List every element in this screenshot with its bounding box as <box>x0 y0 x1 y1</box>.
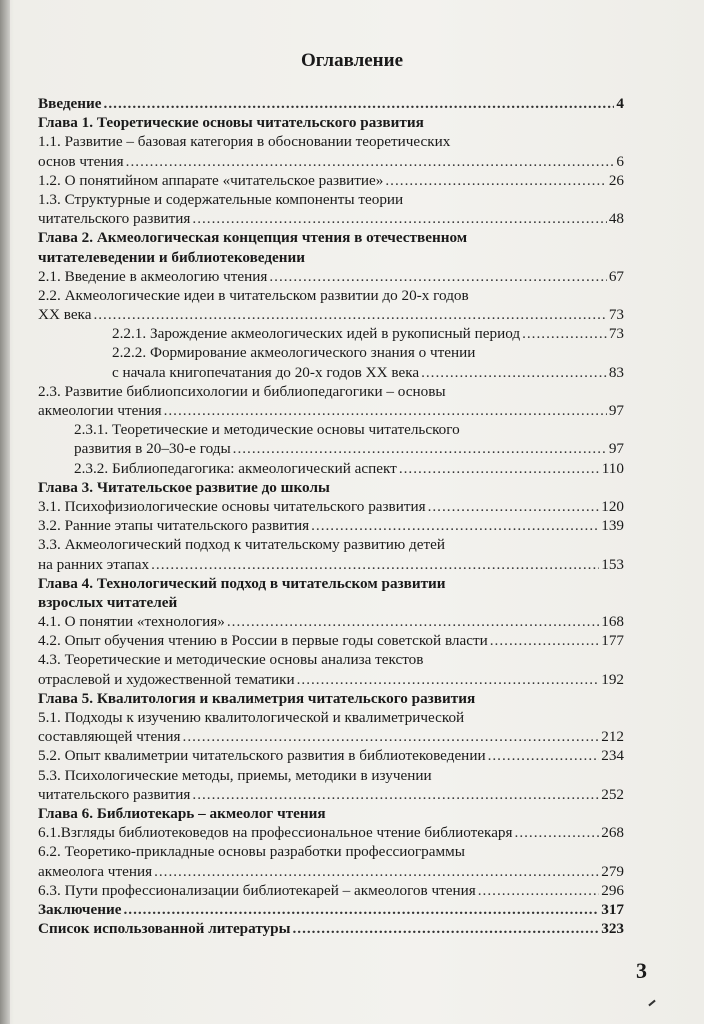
dot-leader <box>233 439 607 458</box>
pen-mark <box>648 1000 655 1007</box>
toc-entry-title: читательского развития <box>38 785 191 803</box>
dot-leader <box>192 209 606 228</box>
toc-entry-title: 6.3. Пути профессионализации библиотекарей – акмеологов чтения <box>38 881 476 899</box>
toc-entry <box>38 382 624 401</box>
dot-leader <box>192 785 599 804</box>
toc-entry-page: 26 <box>608 171 624 189</box>
toc-entry-title: Глава 1. Теоретические основы читательского развития <box>38 114 424 132</box>
toc-entry <box>38 478 624 497</box>
toc-entry-title: 4.3. Теоретические и методические основы анализа текстов <box>38 651 424 669</box>
dot-leader <box>297 670 600 689</box>
toc-entry-title: XX века <box>38 306 92 324</box>
toc-entry <box>38 766 624 785</box>
toc-entry <box>38 248 624 267</box>
toc-entry <box>38 286 624 305</box>
toc-entry-title: развития в 20–30-е годы <box>74 440 231 458</box>
dot-leader <box>104 94 615 113</box>
toc-entry-page: 296 <box>601 881 624 899</box>
toc-entry <box>38 555 624 574</box>
toc-entry <box>38 420 624 439</box>
toc-entry-title: 3.2. Ранние этапы читательского развития <box>38 517 310 535</box>
toc-entry <box>38 439 624 458</box>
toc-entry-title: 1.3. Структурные и содержательные компоненты теории <box>38 190 404 208</box>
toc-entry-title: 6.2. Теоретико-прикладные основы разработки профессиограммы <box>38 843 465 861</box>
toc-entry-title: 5.2. Опыт квалиметрии читательского развития в библиотековедении <box>38 747 486 765</box>
toc-entry-title: акмеолога чтения <box>38 862 153 880</box>
toc-entry-title: 2.3.2. Библиопедагогика: акмеологический аспект <box>74 459 397 477</box>
toc-entry-title: 1.1. Развитие – базовая категория в обосновании теоретических <box>38 133 451 151</box>
toc-entry <box>38 593 624 612</box>
page-number: 3 <box>636 958 647 983</box>
dot-leader <box>478 881 599 900</box>
toc-entry-title: 2.2. Акмеологические идеи в читательском развитии до 20-х годов <box>38 286 469 304</box>
toc-entry-title: составляющей чтения <box>38 728 181 746</box>
toc-entry <box>38 919 624 938</box>
toc-entry <box>38 516 624 535</box>
dot-leader <box>154 862 599 881</box>
dot-leader <box>126 152 615 171</box>
toc-entry-title: 5.3. Психологические методы, приемы, методики в изучении <box>38 766 432 784</box>
toc-entry-page: 177 <box>601 632 624 650</box>
toc-entry-title: 5.1. Подходы к изучению квалитологической и квалиметрической <box>38 709 465 726</box>
toc-entry-page: 139 <box>601 517 624 535</box>
toc-entry <box>38 785 624 804</box>
toc-entry <box>38 670 624 689</box>
toc-entry-title: Глава 6. Библиотекарь – акмеолог чтения <box>38 804 326 822</box>
toc-entry-page: 212 <box>601 728 624 746</box>
toc-entry <box>38 459 624 478</box>
toc-entry <box>38 881 624 900</box>
toc-entry-title: 2.3.1. Теоретические и методические основы читательского <box>74 421 460 439</box>
toc-entry <box>38 497 624 516</box>
toc-entry-page: 73 <box>608 306 624 324</box>
toc-entry-page: 153 <box>601 555 624 573</box>
dot-leader <box>227 612 599 631</box>
toc-entry-page: 168 <box>601 613 624 631</box>
toc-entry <box>38 900 624 919</box>
toc-entry <box>38 94 624 113</box>
toc-entry-title: Список использованной литературы <box>38 920 291 938</box>
toc-entry-page: 323 <box>601 920 624 938</box>
toc-entry <box>38 152 624 171</box>
toc-entry-page: 110 <box>601 459 624 477</box>
toc-entry-title: на ранних этапах <box>38 555 150 573</box>
toc-entry <box>38 804 624 823</box>
toc-entry <box>38 363 624 382</box>
toc-entry-page: 6 <box>616 152 624 170</box>
toc-entry-title: читательского развития <box>38 210 191 228</box>
toc-entry <box>38 228 624 247</box>
toc-entry <box>38 862 624 881</box>
toc-entry <box>38 842 624 861</box>
dot-leader <box>183 727 600 746</box>
toc-entry-page: 120 <box>601 497 624 515</box>
toc-entry-page: 192 <box>601 670 624 688</box>
toc-entry-page: 73 <box>608 325 624 343</box>
toc-entry-page: 234 <box>601 747 624 765</box>
toc-entry-title: 3.3. Акмеологический подход к читательскому развитию детей <box>38 536 445 554</box>
toc-entry <box>38 631 624 650</box>
toc-entry-title: Заключение <box>38 900 122 918</box>
dot-leader <box>488 746 600 765</box>
toc-entry <box>38 612 624 631</box>
dot-leader <box>311 516 599 535</box>
toc-entry <box>38 823 624 842</box>
toc-entry-title: 6.1.Взгляды библиотековедов на профессиональное чтение библиотекаря <box>38 824 513 842</box>
toc-entry-page: 97 <box>608 402 624 419</box>
toc-entry-title: 3.1. Психофизиологические основы читательского развития <box>38 497 426 515</box>
page-gutter-shadow <box>0 0 10 1024</box>
toc-entry-page: 317 <box>601 900 624 918</box>
toc-entry <box>38 727 624 746</box>
toc-entry-title: акмеологии чтения <box>38 402 162 419</box>
toc-entry <box>38 689 624 708</box>
toc-entry-title: 2.2.1. Зарождение акмеологических идей в рукописный период <box>112 325 521 343</box>
toc-entry-title: 2.1. Введение в акмеологию чтения <box>38 267 268 285</box>
toc-entry <box>38 324 624 343</box>
toc-entry-title: основ чтения <box>38 152 124 170</box>
toc-entry <box>38 267 624 286</box>
dot-leader <box>123 900 599 919</box>
toc-entry <box>38 190 624 209</box>
toc-entry <box>38 209 624 228</box>
toc-title: Оглавление <box>300 50 404 71</box>
table-of-contents <box>38 94 624 938</box>
toc-entry-page: 48 <box>608 210 624 228</box>
dot-leader <box>421 363 607 382</box>
toc-entry-title: Глава 3. Читательское развитие до школы <box>38 478 330 496</box>
toc-entry-title: читателеведении и библиотековедении <box>38 248 305 266</box>
toc-entry <box>38 746 624 765</box>
toc-entry-page: 83 <box>608 363 624 381</box>
toc-entry-title: Глава 2. Акмеологическая концепция чтения в отечественном <box>38 229 468 247</box>
toc-entry-title: 2.3. Развитие библиопсихологии и библиопедагогики – основы <box>38 382 446 400</box>
toc-entry <box>38 708 624 727</box>
dot-leader <box>385 171 606 190</box>
toc-entry-page: 97 <box>608 440 624 458</box>
toc-entry <box>38 113 624 132</box>
toc-entry <box>38 535 624 554</box>
dot-leader <box>490 631 599 650</box>
toc-entry-title: Введение <box>38 95 102 112</box>
toc-entry <box>38 401 624 420</box>
toc-entry-title: 2.2.2. Формирование акмеологического знания о чтении <box>112 344 476 362</box>
toc-entry <box>38 574 624 593</box>
toc-entry-title: Глава 4. Технологический подход в читательском развитии <box>38 574 446 592</box>
dot-leader <box>515 823 600 842</box>
dot-leader <box>164 401 607 420</box>
toc-entry-title: 4.2. Опыт обучения чтению в России в первые годы советской власти <box>38 632 488 650</box>
toc-entry <box>38 171 624 190</box>
toc-entry <box>38 343 624 362</box>
toc-entry <box>38 650 624 669</box>
toc-entry <box>38 305 624 324</box>
toc-entry-page: 279 <box>601 862 624 880</box>
toc-entry-title: взрослых читателей <box>38 593 178 611</box>
toc-entry-page: 4 <box>616 95 624 112</box>
toc-entry-page: 67 <box>608 267 624 285</box>
toc-entry-title: 4.1. О понятии «технология» <box>38 613 225 631</box>
toc-entry-page: 252 <box>601 785 624 803</box>
dot-leader <box>93 305 606 324</box>
toc-entry-title: 1.2. О понятийном аппарате «читательское развитие» <box>38 171 384 189</box>
dot-leader <box>522 324 607 343</box>
dot-leader <box>269 267 606 286</box>
toc-entry-title: отраслевой и художественной тематики <box>38 670 295 688</box>
toc-entry-page: 268 <box>601 824 624 842</box>
dot-leader <box>151 555 599 574</box>
dot-leader <box>292 919 599 938</box>
toc-entry-title: с начала книгопечатания до 20-х годов XX века <box>112 363 420 381</box>
dot-leader <box>399 459 600 478</box>
toc-entry-title: Глава 5. Квалитология и квалиметрия читательского развития <box>38 689 476 707</box>
toc-entry <box>38 132 624 151</box>
dot-leader <box>428 497 600 516</box>
